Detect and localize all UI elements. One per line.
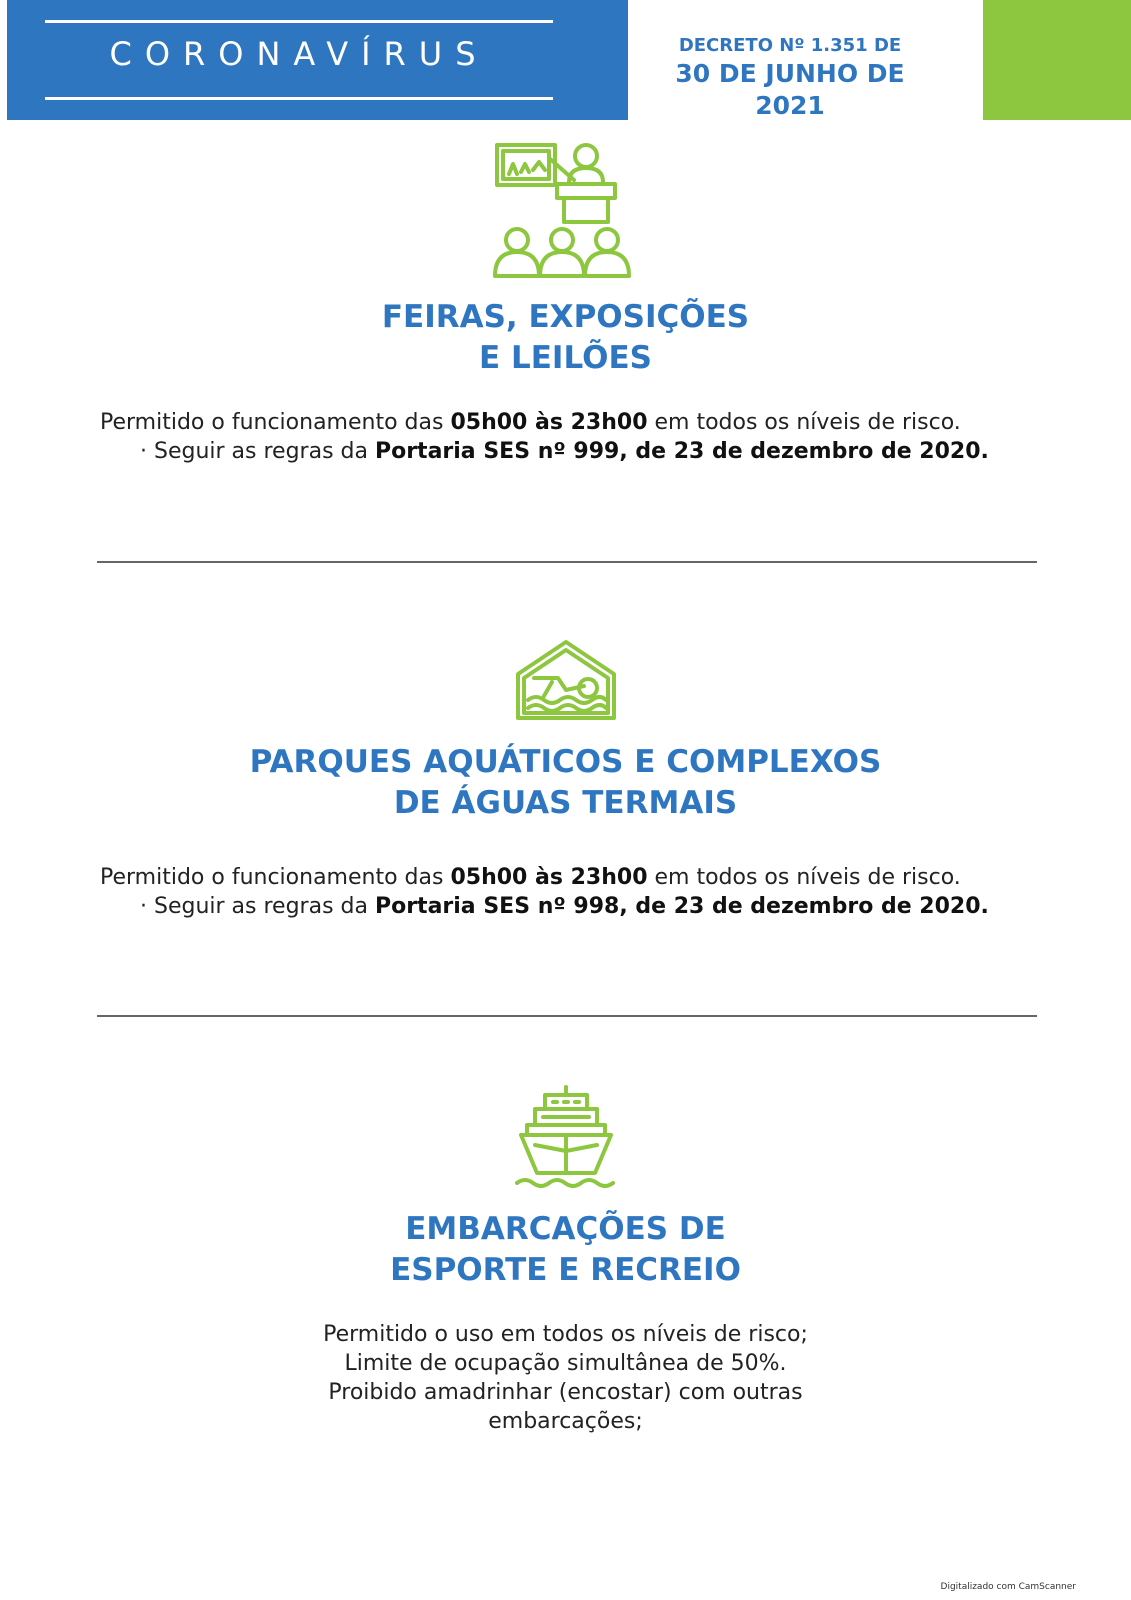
heading-line: EMBARCAÇÕES DE	[405, 1211, 726, 1247]
section-text-parques-line1	[100, 863, 961, 893]
heading-line: PARQUES AQUÁTICOS E COMPLEXOS	[249, 744, 882, 780]
swimmer-house-icon	[514, 638, 618, 726]
decree-date: 30 DE JUNHO DE 2021	[675, 59, 905, 120]
green-accent-block	[983, 0, 1131, 120]
section-heading-parques	[0, 742, 1131, 824]
text-line: Proibido amadrinhar (encostar) com outras	[328, 1380, 803, 1405]
banner-rule-top	[45, 20, 553, 23]
text-bold: 05h00 às 23h00	[450, 410, 648, 435]
page-title: CORONAVÍRUS	[109, 35, 489, 73]
section-text-feiras-line2	[140, 437, 989, 467]
text-normal: · Seguir as regras da	[140, 439, 375, 464]
banner-rule-bottom	[45, 97, 553, 100]
section-text-feiras-line1	[100, 408, 961, 438]
decree-number: DECRETO Nº 1.351 DE	[678, 35, 902, 56]
text-line: Permitido o uso em todos os níveis de risco;	[323, 1322, 808, 1347]
section-divider	[97, 1015, 1037, 1017]
text-normal: em todos os níveis de risco.	[647, 410, 961, 435]
heading-line: DE ÁGUAS TERMAIS	[393, 785, 738, 821]
heading-line: E LEILÕES	[479, 340, 652, 376]
section-divider	[97, 561, 1037, 563]
section-text-parques-line2	[140, 892, 989, 922]
scanner-footer: Digitalizado com CamScanner	[940, 1582, 1076, 1592]
section-heading-embarcacoes	[0, 1209, 1131, 1291]
text-bold: 05h00 às 23h00	[450, 865, 648, 890]
heading-line: FEIRAS, EXPOSIÇÕES	[381, 299, 750, 335]
text-bold: Portaria SES nº 998, de 23 de dezembro de 2020.	[374, 894, 989, 919]
presentation-audience-icon	[489, 138, 639, 288]
ship-icon	[515, 1085, 617, 1191]
text-normal: Permitido o funcionamento das	[100, 410, 451, 435]
text-line: Limite de ocupação simultânea de 50%.	[344, 1351, 787, 1376]
text-normal: em todos os níveis de risco.	[647, 865, 961, 890]
text-normal: · Seguir as regras da	[140, 894, 375, 919]
header-banner	[7, 0, 628, 120]
section-heading-feiras	[0, 297, 1131, 379]
section-text-embarcacoes	[0, 1320, 1131, 1436]
text-bold: Portaria SES nº 999, de 23 de dezembro de 2020.	[374, 439, 989, 464]
text-normal: Permitido o funcionamento das	[100, 865, 451, 890]
heading-line: ESPORTE E RECREIO	[390, 1252, 741, 1288]
text-line: embarcações;	[488, 1409, 643, 1434]
decree-label	[640, 34, 940, 122]
